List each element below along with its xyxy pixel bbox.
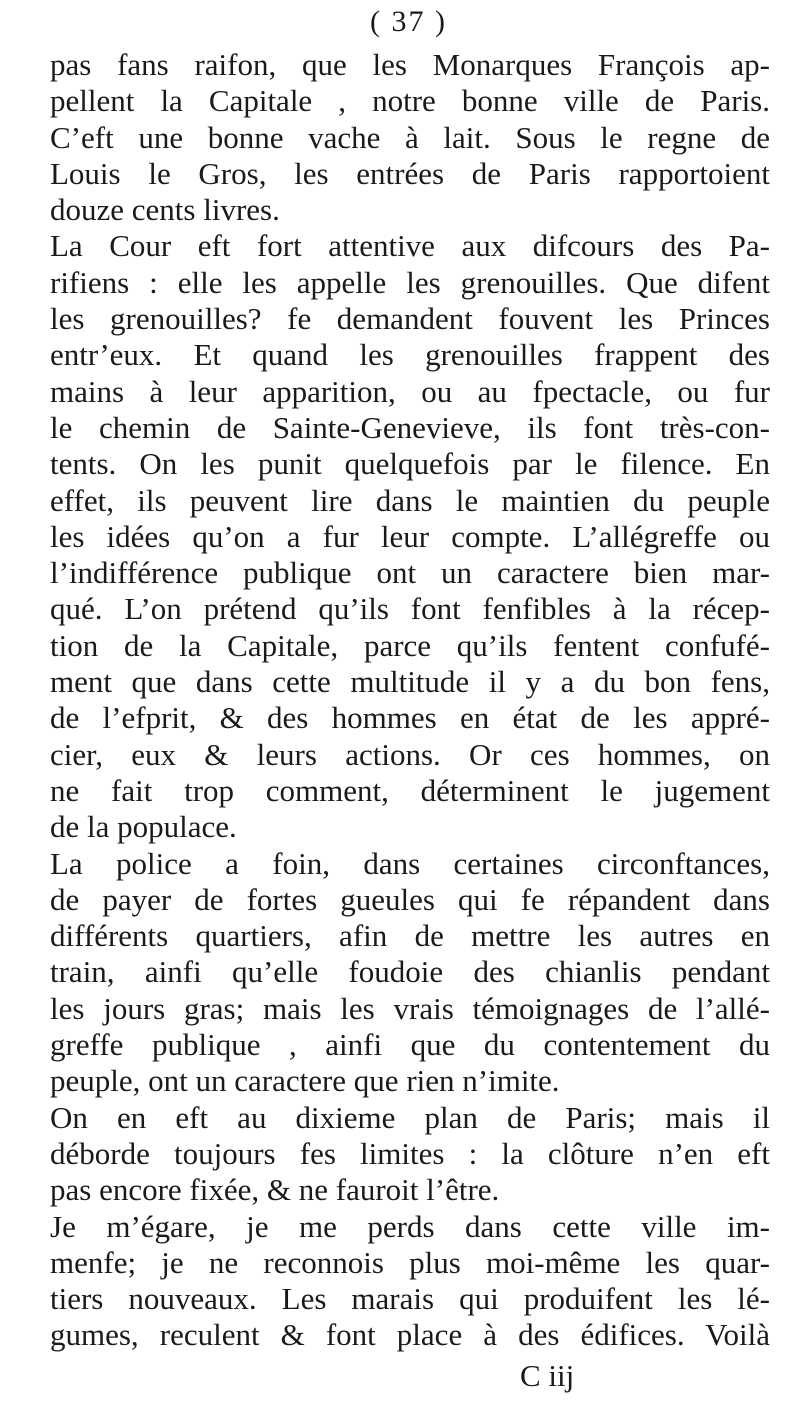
text-line: La police a foin, dans certaines circonftances, xyxy=(50,845,770,881)
text-line: greffe publique , ainfi que du contentement du xyxy=(50,1027,770,1063)
text-line: La Cour eft fort attentive aux difcours des Pa- xyxy=(50,228,770,264)
text-line: le chemin de Sainte-Genevieve, ils font très-con- xyxy=(50,409,770,445)
text-line: ment que dans cette multitude il y a du bon fens, xyxy=(50,664,770,700)
text-line: l’indifférence publique ont un caractere bien mar- xyxy=(50,555,770,591)
text-line: effet, ils peuvent lire dans le maintien du peuple xyxy=(50,482,770,518)
text-line: pellent la Capitale , notre bonne ville de Paris. xyxy=(50,83,770,119)
text-line: Louis le Gros, les entrées de Paris rapportoient xyxy=(50,155,770,191)
text-line: les idées qu’on a fur leur compte. L’allégreffe ou xyxy=(50,518,770,554)
text-line: tion de la Capitale, parce qu’ils fentent confufé- xyxy=(50,627,770,663)
text-line: mains à leur apparition, ou au fpectacle, ou fur xyxy=(50,373,770,409)
text-line: tents. On les punit quelquefois par le filence. En xyxy=(50,446,770,482)
text-line: les jours gras; mais les vrais témoignages de l’allé- xyxy=(50,990,770,1026)
text-line: tiers nouveaux. Les marais qui produifent les lé- xyxy=(50,1281,770,1317)
text-line: menfe; je ne reconnois plus moi-même les quar- xyxy=(50,1244,770,1280)
text-line: Je m’égare, je me perds dans cette ville im- xyxy=(50,1208,770,1244)
text-line: les grenouilles? fe demandent fouvent les Princes xyxy=(50,301,770,337)
text-line: rifiens : elle les appelle les grenouilles. Que difent xyxy=(50,264,770,300)
text-line: On en eft au dixieme plan de Paris; mais il xyxy=(50,1099,770,1135)
text-line: ne fait trop comment, déterminent le jugement xyxy=(50,772,770,808)
text-line: de payer de fortes gueules qui fe répandent dans xyxy=(50,881,770,917)
page-number: ( 37 ) xyxy=(370,5,447,38)
text-line: différents quartiers, afin de mettre les autres en xyxy=(50,918,770,954)
body-text xyxy=(50,47,770,1354)
text-line: pas encore fixée, & ne fauroit l’être. xyxy=(50,1172,500,1208)
text-line: C’eft une bonne vache à lait. Sous le regne de xyxy=(50,119,770,155)
text-line: de la populace. xyxy=(50,809,237,845)
text-line: déborde toujours fes limites : la clôture n’en eft xyxy=(50,1135,770,1171)
text-line: douze cents livres. xyxy=(50,192,280,228)
text-line: qué. L’on prétend qu’ils font fenfibles à la récep- xyxy=(50,591,770,627)
text-line: cier, eux & leurs actions. Or ces hommes, on xyxy=(50,736,770,772)
text-line: de l’efprit, & des hommes en état de les appré- xyxy=(50,700,770,736)
text-line: pas fans raifon, que les Monarques François ap- xyxy=(50,47,770,82)
text-line: gumes, reculent & font place à des édifices. Voilà xyxy=(50,1317,770,1353)
text-line: entr’eux. Et quand les grenouilles frappent des xyxy=(50,337,770,373)
text-line: peuple, ont un caractere que rien n’imite. xyxy=(50,1063,560,1099)
signature-mark: C iij xyxy=(520,1358,575,1393)
text-line: train, ainfi qu’elle foudoie des chianlis pendant xyxy=(50,954,770,990)
